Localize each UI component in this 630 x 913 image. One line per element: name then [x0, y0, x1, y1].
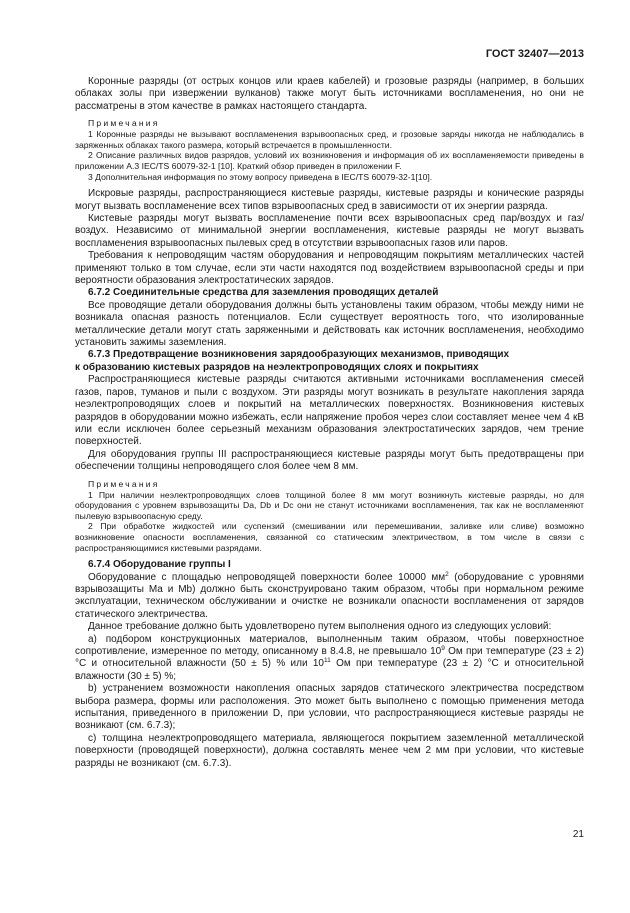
page-content [75, 76, 584, 770]
section-heading-6-7-3 [75, 349, 584, 374]
paragraph-spark: Искровые разряды, распространяющиеся кистевые разряды, кистевые разряды и конические разряды могут вызвать воспламенение всех типов взрывоопасных сред в зависимости от их энергии разряда. [75, 188, 584, 212]
paragraph-grounding: Все проводящие детали оборудования должны быть установлены таким образом, чтобы между ними не возникала опасная разность потенциалов. Если существует вероятность того, что изолированные металлические детали могут стать заряженными и действовать как источник воспламенения, необходимо установить зажимы заземления. [75, 299, 584, 349]
paragraph-brush: Кистевые разряды могут вызвать воспламенение почти всех взрывоопасных сред пар/воздух и газ/воздух. Независимо от минимальной энергии воспламенения, кистевые разряды не могут вызвать воспламенения взрывоопасных пылевых сред в отсутствии взрывоопасных газов или паров. [75, 213, 584, 249]
notes-title: Примечания [88, 118, 160, 129]
paragraph-requirements: Требования к непроводящим частям оборудования и непроводящим покрытиям металлических частей применяют только в том случае, если эти части находятся под воздействием взрывоопасной среды и при вероятности образования электростатических зарядов. [75, 250, 584, 287]
text-run: Оборудование с площадью непроводящей поверхности более 10000 мм [88, 571, 446, 583]
superscript: 11 [324, 657, 331, 665]
list-item-a [75, 634, 584, 684]
paragraph-corona: Коронные разряды (от острых концов или краев кабелей) и грозовые разряды (например, в больших облаках золы при извержении вулканов) также могут быть источниками воспламенения, но они не рассматрены в этом качестве в рамках настоящего стандарта. [75, 76, 584, 112]
heading-line: к образованию кистевых разрядов на неэлектропроводящих слоях и покрытиях [75, 361, 479, 373]
note-item: 2 Описание различных видов разрядов, условий их возникновения и информация об их воспламеняемости приведены в приложении А.3 IEC/TS 60079-32-1 [10]. Краткий обзор приведен в приложении F. [75, 150, 584, 171]
heading-line: 6.7.3 Предотвращение возникновения зарядообразующих механизмов, приводящих [88, 349, 510, 361]
list-item-c: с) толщина неэлектропроводящего материала, являющегося покрытием заземленной металлической поверхности (проводящей поверхности), должна составлять менее чем 2 мм при условии, что кистевые разряды не возникают (см. 6.7.3). [75, 732, 584, 769]
text-run: Ом при температуре (23 ± 2) °С и относительной влажности (30 ± 5) %; [75, 658, 585, 682]
paragraph-group-iii: Для оборудования группы III распространяющиеся кистевые разряды могут быть предотвращены при обеспечении толщины непроводящего слоя более чем 8 мм. [75, 448, 584, 473]
note-item: 3 Дополнительная информация по этому вопросу приведена в IEC/TS 60079-32-1[10]. [88, 171, 433, 182]
paragraph-conditions-intro: Данное требование должно быть удовлетворено путем выполнения одного из следующих условий: [88, 621, 552, 633]
text-run: (оборудование с уровнями взрывозащиты Ma и Mb) должно быть сконструировано таким образом, чтобы при нормальном режиме эксплуатации, техническом обслуживании и очистке не возникали опасности воспламенения от зарядов статического электричества. [75, 571, 584, 620]
paragraph-propagating-discharges: Распространяющиеся кистевые разряды считаются активными источниками воспламенения смесей газов, паров, туманов и пыли с воздухом. Эти разряды могут возникать в результате накопления заряда неэлектропроводящих слоев и покрытий на металлических поверхностях. Возникновения кистевых разрядов в оборудовании можно избежать, если напряжение пробоя через слои составляет менее чем 4 кВ или если исключен более серьезный механизм образования электростатических зарядов, чем трение поверхностей. [75, 374, 584, 448]
standard-id: ГОСТ 32407—2013 [485, 48, 584, 60]
text-run: а) подбором конструкционных материалов, выполненным таким образом, чтобы поверхностное сопротивление, измеренное по методу, описанному в 8.4.8, не превышало 10 [75, 633, 584, 657]
page-number: 21 [572, 829, 584, 840]
list-item-b: b) устранением возможности накопления опасных зарядов статического электричества посредством выбора размера, формы или расположения. Это может быть выполнено с помощью применения метода испытания, приведенного в приложении D, при условии, что распространяющиеся кистевые разряды не возникают (см. 6.7.3); [75, 683, 584, 732]
note-item: 1 Коронные разряды не вызывают воспламенения взрывоопасных сред, и грозовые заряды никогда не наблюдались в заряженных облаках такого размера, который встречается в промышленности. [75, 129, 584, 150]
note-item: 2 При обработке жидкостей или суспензий (смешивании или перемешивании, заливке или сливе) возможно возникновение опасности воспламенения, связанной со статическим электричеством, в том числе в связи с распространяющимися кистевыми разрядами. [75, 521, 584, 553]
paragraph-group-i-equipment [75, 572, 584, 622]
notes-title: Примечания [88, 478, 160, 489]
superscript: 2 [445, 570, 449, 578]
notes-block-1 [75, 118, 584, 182]
section-heading-6-7-2: 6.7.2 Соединительные средства для заземления проводящих деталей [88, 287, 439, 299]
section-heading-6-7-4: 6.7.4 Оборудование группы I [88, 559, 231, 571]
superscript: 9 [441, 644, 445, 652]
note-item: 1 При наличии неэлектропроводящих слоев толщиной более 8 мм могут возникнуть кистевые разряды, но для оборудования с уровнем взрывозащиты Da, Db и Dc они не станут источниками воспламенения, так как не воспламеняют пылевую взрывоопасную среду. [75, 489, 584, 521]
text-run: Ом при температуре (23 ± 2) °С и относительной влажности (50 ± 5) % или 10 [75, 645, 584, 670]
notes-block-2 [75, 479, 584, 554]
